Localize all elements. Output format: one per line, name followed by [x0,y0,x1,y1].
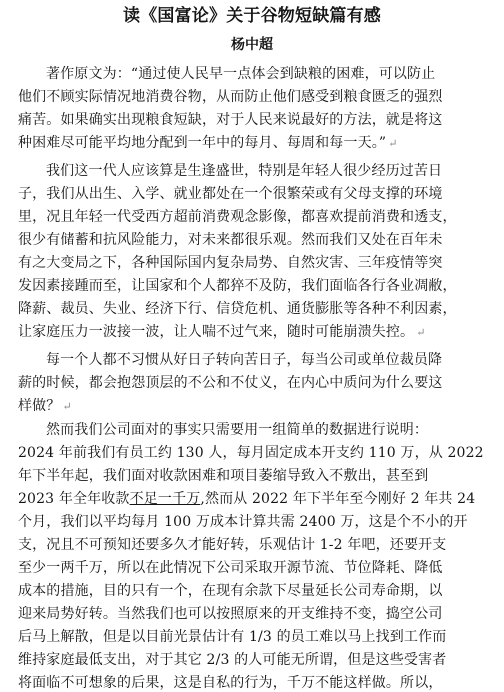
paragraph-2-line-8: 让家庭压力一波接一波，让人喘不过气来，随时可能崩溃失控。 ↵ [18,324,426,340]
paragraph-mark-icon: ↵ [388,137,398,150]
paragraph-4-line-1: 然而我们公司面对的事实只需要用一组简单的数据进行说明： [46,422,429,438]
paragraph-4-line-3: 年下半年起，我们面对收款困难和项目萎缩导致入不敷出，甚至到 [18,468,429,484]
paragraph-4-line-2: 2024 年前我们有员工约 130 人，每月固定成本开支约 110 万，从 2022 [18,445,484,461]
paragraph-1-line-2: 他们不顾实际情况地消费谷物，从而防止他们感受到粮食匮乏的强烈 [18,89,443,105]
paragraph-2-line-2: 子，我们从出生、入学、就业都处在一个很繁荣或有父母支撑的环境 [18,186,443,202]
paragraph-4-line-9: 迎来局势好转。当然我们也可以按照原来的开支维持不变，捣空公司 [18,606,443,622]
paragraph-1-line-1: 著作原文为：“通过使人民早一点体会到缺粮的困难，可以防止 [46,66,436,82]
underlined-phrase: 不足一千万 [129,491,201,507]
paragraph-2-line-1: 我们这一代人应该算是生逢盛世，特别是年轻人很少经历过苦日 [46,163,443,179]
paragraph-3-line-3: 样做？ ↵ [18,398,72,414]
paragraph-2-line-4: 很少有储蓄和抗风险能力，对未来都很乐观。然而我们又处在百年未 [18,232,443,248]
author-name: 杨中超 [231,37,273,53]
paragraph-mark-icon: ↵ [416,326,426,339]
paragraph-4-line-5: 个月，我们以平均每月 100 万成本计算共需 2400 万，这是个不小的开 [18,514,468,530]
paragraph-4-line-7: 至少一两千万，所以在此情况下公司采取开源节流、节位降耗、降低 [18,560,443,576]
paragraph-2-line-5: 有之大变局之下，各种国际国内复杂局势、自然灾害、三年疫情等突 [18,255,443,271]
paragraph-2-line-6: 发因素接踵而至，让国家和个人都猝不及防，我们面临各行各业凋敝， [18,278,457,294]
paragraph-4-line-11: 维持家庭最低支出，对于其它 2/3 的人可能无所谓，但是这些受害者 [18,652,447,668]
paragraph-4-line-10: 后马上解散，但是以目前光景估计有 1/3 的员工难以马上找到工作而 [18,629,447,645]
paragraph-mark-icon: ↵ [62,400,72,413]
paragraph-1-line-4: 种困难尽可能平均地分配到一年中的每月、每周和每一天。” ↵ [18,135,398,151]
paragraph-4-line-12: 将面临不可想象的后果，这是自私的行为，千万不能这样做。所以， [18,675,443,691]
paragraph-1-line-3: 痛苦。如果确实出现粮食短缺，对于人民来说最好的方法，就是将这 [18,112,443,128]
paragraph-4-line-6: 支，况且不可预知还要多久才能好转，乐观估计 1-2 年吧，还要开支 [18,537,447,553]
paragraph-3-line-2: 薪的时候，都会抱怨顶层的不公和不仗义，在内心中质问为什么要这 [18,375,443,391]
paragraph-4-line-4: 2023 年全年收款不足一千万,然而从 2022 年下半年至今刚好 2 年共 24 [18,491,476,507]
paragraph-3-line-1: 每一个人都不习惯从好日子转向苦日子，每当公司或单位裁员降 [46,352,443,368]
paragraph-2-line-3: 里，况且年轻一代受西方超前消费观念影像，都喜欢提前消费和透支， [18,209,457,225]
paragraph-4-line-8: 成本的措施，目的只有一个，在现有余款下尽量延长公司寿命期，以 [18,583,443,599]
document-title: 读《国富论》关于谷物短缺篇有感 [123,6,381,26]
paragraph-2-line-7: 降薪、裁员、失业、经济下行、信贷危机、通货膨胀等各种不利因素， [18,301,457,317]
